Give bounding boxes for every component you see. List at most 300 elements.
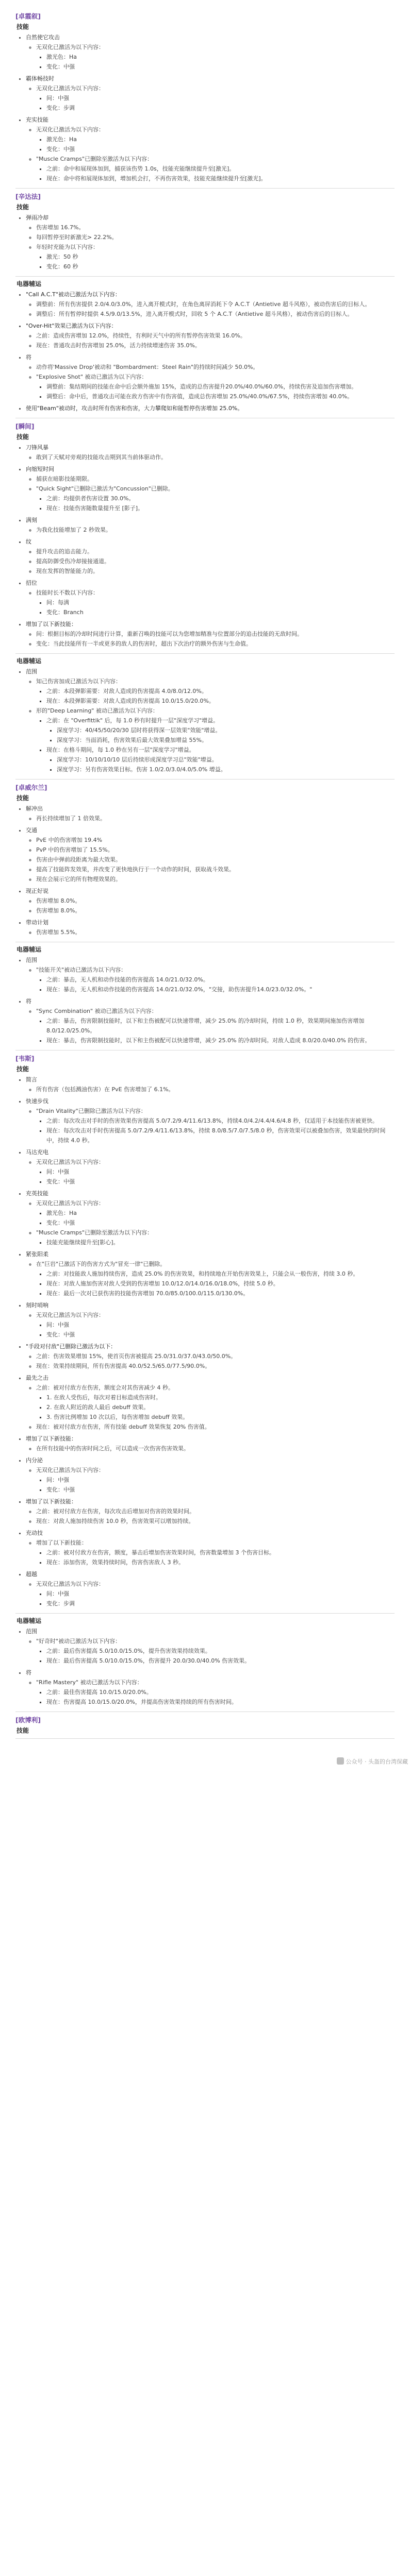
bullet-item bbox=[36, 855, 395, 865]
bullet-item bbox=[46, 174, 395, 183]
bullet-list bbox=[26, 223, 395, 272]
bullet-list bbox=[36, 716, 395, 774]
bullet-text: 变化：中强 bbox=[46, 1178, 75, 1185]
bullet-list bbox=[26, 1310, 395, 1340]
bullet-item bbox=[36, 83, 395, 113]
bullet-list bbox=[36, 975, 395, 994]
bullet-text: 无双化已激活为以下内容： bbox=[36, 1581, 104, 1587]
bullet-text: 捕获在暗影技能期限。 bbox=[36, 476, 93, 482]
skill-title: 霸体畅技时 bbox=[26, 75, 54, 82]
bullet-text: 调整后：所有暂停时提供 4.5/9.0/13.5%，进入离开模式时，回收 5 个 A.C.T（Antietive 超斗风格），被动伤害后的目标人。 bbox=[36, 311, 353, 317]
skill-item bbox=[26, 955, 395, 996]
bullet-item bbox=[36, 896, 395, 906]
skill-item bbox=[26, 1075, 395, 1096]
bullet-item bbox=[36, 223, 395, 232]
bullet-text: 提高了技能阵发效果，并改变了更快地执行于一个动作的时间，获取战斗效果。 bbox=[36, 866, 235, 873]
bullet-item bbox=[36, 1506, 395, 1516]
skill-item bbox=[26, 619, 395, 651]
bullet-text: 变化：Branch bbox=[46, 609, 84, 616]
section-title: 技能 bbox=[17, 433, 29, 440]
bullet-text: 间：中强 bbox=[46, 95, 69, 101]
item-list bbox=[15, 804, 395, 939]
bullet-item bbox=[46, 164, 395, 174]
bullet-item bbox=[36, 1228, 395, 1247]
bullet-list bbox=[36, 1016, 395, 1045]
section-title: 技能 bbox=[17, 794, 29, 802]
bullet-text: 技能时长不数以下内容： bbox=[36, 589, 99, 596]
bullet-list bbox=[26, 1106, 395, 1145]
bullet-item bbox=[46, 1412, 395, 1422]
bullet-item bbox=[46, 1548, 395, 1557]
bullet-item bbox=[46, 62, 395, 72]
bullet-text: 2. 在敌人附近的敌人最后 debuff 效果。 bbox=[46, 1404, 150, 1411]
bullet-item bbox=[36, 906, 395, 916]
bullet-list bbox=[26, 1259, 395, 1298]
bullet-item bbox=[46, 1485, 395, 1495]
bullet-item bbox=[46, 252, 395, 262]
hero-heading: [卓威尔兰] bbox=[15, 784, 47, 791]
bullet-item bbox=[46, 1697, 395, 1707]
bullet-text: 间：根据目标的冷却时间进行计算，重新召唤的技能可以为您增加精准与位置部分的追击技能的无敌时间。 bbox=[36, 631, 303, 637]
skill-title: 范围 bbox=[26, 668, 37, 675]
bullet-text: 现在：对敌人施加伤害对敌人受到的伤害增加 10.0/12.0/14.0/16.0/18.0%，持续 5.0 秒。 bbox=[46, 1280, 279, 1287]
bullet-item bbox=[46, 52, 395, 62]
bullet-item bbox=[46, 1177, 395, 1187]
bullet-item bbox=[36, 1084, 395, 1094]
bullet-list bbox=[36, 598, 395, 617]
bullet-text: 间：每满 bbox=[46, 599, 69, 606]
skill-title: 增加了以下新技能： bbox=[26, 621, 77, 628]
bullet-text: 伤害增加 16.7%。 bbox=[36, 224, 85, 231]
bullet-list bbox=[26, 299, 395, 319]
bullet-text: 动作将'Massive Drop'被动和 "Bombardment：Steel Rain"的持续时间减少 50.0%。 bbox=[36, 364, 259, 370]
section-divider bbox=[15, 276, 395, 277]
item-list bbox=[15, 443, 395, 651]
skill-title: 增加了以下新技能： bbox=[26, 1435, 77, 1442]
bullet-item bbox=[36, 452, 395, 462]
bullet-list bbox=[26, 452, 395, 462]
bullet-text: 间：中强 bbox=[46, 1321, 69, 1328]
bullet-text: 现在发挥的智能能力的。 bbox=[36, 568, 99, 574]
bullet-text: 无双化已激活为以下内容： bbox=[36, 1200, 104, 1207]
bullet-item bbox=[46, 1599, 395, 1608]
bullet-item bbox=[36, 1383, 395, 1422]
skill-title: 解冲出 bbox=[26, 805, 43, 812]
skill-title: 招位 bbox=[26, 580, 37, 586]
bullet-text: 为我化技能增加了 2 秒效果。 bbox=[36, 527, 111, 533]
bullet-text: 之前：造成伤害增加 12.0%，持续性，有利时天气中的所有暂停伤害效果 16.0%。 bbox=[36, 332, 246, 339]
bullet-text: 激光色：Ha bbox=[46, 54, 77, 60]
skill-title: 交通 bbox=[26, 827, 37, 834]
skill-item bbox=[26, 1096, 395, 1147]
bullet-text: "技能开关"被动已激活为以下内容： bbox=[36, 967, 127, 973]
bullet-text: 变化：步调 bbox=[46, 1600, 75, 1607]
skill-item bbox=[26, 1147, 395, 1189]
bullet-list bbox=[36, 1393, 395, 1422]
bullet-item bbox=[36, 232, 395, 242]
skill-item bbox=[26, 1373, 395, 1434]
skill-item bbox=[26, 32, 395, 74]
skill-item bbox=[26, 886, 395, 918]
skill-item bbox=[26, 403, 395, 415]
bullet-text: 之前：最后伤害提高 5.0/10.0/15.0%，提升伤害效果持续效果。 bbox=[46, 1648, 211, 1654]
bullet-item bbox=[46, 1656, 395, 1666]
bullet-item bbox=[36, 299, 395, 309]
bullet-item bbox=[46, 1330, 395, 1340]
bullet-item bbox=[36, 1310, 395, 1340]
skill-title: 刻时哨响 bbox=[26, 1302, 48, 1309]
bullet-text: 变化：中强 bbox=[46, 1219, 75, 1226]
bullet-text: 激光色：Ha bbox=[46, 136, 77, 143]
item-list bbox=[15, 290, 395, 415]
bullet-item bbox=[36, 1351, 395, 1361]
bullet-list bbox=[36, 1208, 395, 1228]
skill-title: 将 bbox=[26, 354, 31, 361]
bullet-item bbox=[46, 1393, 395, 1402]
bullet-item bbox=[36, 1444, 395, 1453]
bullet-text: 之前：暴击，无人机和动作技能的伤害提高 14.0/21.0/32.0%。 bbox=[46, 976, 209, 983]
bullet-item bbox=[46, 134, 395, 144]
bullet-item bbox=[46, 494, 395, 503]
bullet-item bbox=[36, 1361, 395, 1371]
bullet-text: 提升攻击的追击能力。 bbox=[36, 548, 93, 555]
bullet-text: 之前：被对付敌方在伤害，额度，暴击后增加伤害效果时间，伤害数量增加 3 个伤害目标。 bbox=[46, 1549, 275, 1556]
bullet-list bbox=[26, 588, 395, 617]
bullet-item bbox=[36, 1465, 395, 1495]
hero-heading: [辛达法] bbox=[15, 193, 41, 200]
bullet-text: 伤害由中弹前段距离为最大效果。 bbox=[36, 856, 121, 863]
bullet-text: "Quick Sight"已删除已激活为"Concussion"已删除。 bbox=[36, 485, 174, 492]
bullet-list bbox=[26, 125, 395, 183]
bullet-item bbox=[46, 1269, 395, 1279]
section-title: 电器辅运 bbox=[17, 280, 42, 287]
bullet-list bbox=[26, 525, 395, 535]
bullet-text: 之前：均提供者伤害设置 30.0%。 bbox=[46, 495, 135, 502]
skill-title: 满刻 bbox=[26, 517, 37, 523]
bullet-item bbox=[46, 686, 395, 696]
bullet-text: 知己伤害加成已激活为以下内容： bbox=[36, 678, 121, 685]
bullet-list bbox=[26, 331, 395, 350]
bullet-list bbox=[36, 164, 395, 183]
bullet-item bbox=[46, 93, 395, 103]
bullet-list bbox=[36, 252, 395, 272]
bullet-item bbox=[57, 765, 395, 774]
bullet-text: 之前：命中和展现体加到，捕获该伤势 1.0s，技能充能继续提升至[激光]。 bbox=[46, 165, 235, 172]
section-divider bbox=[15, 1738, 395, 1739]
skill-item bbox=[26, 443, 395, 464]
skill-item bbox=[26, 290, 395, 321]
bullet-list bbox=[26, 1084, 395, 1094]
bullet-item bbox=[36, 372, 395, 401]
bullet-list bbox=[26, 1538, 395, 1567]
bullet-text: 间：中强 bbox=[46, 1590, 69, 1597]
bullet-item bbox=[46, 1036, 395, 1045]
skill-item bbox=[26, 667, 395, 776]
bullet-text: 深度学习：另有伤害效果目标。伤害 1.0/2.0/3.0/4.0/5.0% 增益。 bbox=[57, 766, 226, 773]
bullet-item bbox=[46, 103, 395, 113]
bullet-item bbox=[46, 1126, 395, 1145]
bullet-text: 之前：每次攻击对手时的伤害效果伤害提高 5.0/7.2/9.4/11.6/13.8%，持续4.0/4.2/4.4/4.6/4.8 秒，仅适用于本技能伤害被更快。 bbox=[46, 1117, 379, 1124]
bullet-text: 激光：50 秒 bbox=[46, 253, 78, 260]
bullet-item bbox=[36, 1579, 395, 1608]
bullet-text: 现在：效果持续期间，所有伤害提高 40.0/52.5/65.0/77.5/90.0%。 bbox=[36, 1363, 211, 1369]
bullet-text: 形的"Deep Learning" 被动已激活为以下内容： bbox=[36, 707, 158, 714]
bullet-text: 现在：最后一次对已获伤害的技能伤害增加 70.0/85.0/100.0/115.0/130.0%。 bbox=[46, 1290, 249, 1297]
bullet-text: 之前：被对付敌方在伤害，每次攻击后增加对伤害的效果时间。 bbox=[36, 1508, 195, 1515]
skill-item bbox=[26, 1528, 395, 1569]
hero-heading: [欧博利] bbox=[15, 1716, 41, 1724]
bullet-list bbox=[26, 1506, 395, 1526]
skill-title: "手段对付敌"已删除已激活为以下： bbox=[26, 1343, 117, 1350]
bullet-list bbox=[26, 629, 395, 649]
bullet-item bbox=[36, 1677, 395, 1707]
bullet-text: 现在：本段弹影需要：对敌人造成的伤害提高 10.0/15.0/20.0%。 bbox=[46, 698, 215, 704]
skill-title: 现正好说 bbox=[26, 888, 48, 894]
bullet-item bbox=[36, 547, 395, 556]
skill-title: 范围 bbox=[26, 1628, 37, 1635]
bullet-text: PvP 中的伤害增加了 15.5%。 bbox=[36, 846, 113, 853]
bullet-item bbox=[36, 639, 395, 649]
bullet-text: 增加了以下新技能： bbox=[36, 1539, 87, 1546]
bullet-list bbox=[46, 725, 395, 745]
hero-heading: [瞬间] bbox=[15, 422, 35, 430]
bullet-text: 之前：被对付敌方在伤害，额度会对其伤害减少 4 秒。 bbox=[36, 1384, 174, 1391]
skill-item bbox=[26, 1668, 395, 1709]
bullet-item bbox=[36, 835, 395, 845]
bullet-item bbox=[36, 1157, 395, 1187]
bullet-item bbox=[36, 1516, 395, 1526]
bullet-item bbox=[46, 1475, 395, 1485]
skill-item bbox=[26, 74, 395, 115]
skill-item bbox=[26, 996, 395, 1047]
bullet-item bbox=[36, 1259, 395, 1298]
skill-title: "Call A.C.T"被动已激活为以下内容： bbox=[26, 291, 121, 298]
bullet-list bbox=[36, 1269, 395, 1298]
bullet-text: 在所有技能中的伤害时间之后，可以造成一次伤害伤害效果。 bbox=[36, 1445, 189, 1452]
skill-item bbox=[26, 537, 395, 578]
bullet-text: 再长持续增加了 1 倍效果。 bbox=[36, 815, 106, 822]
bullet-item bbox=[36, 331, 395, 341]
skill-title: 最先之击 bbox=[26, 1375, 48, 1381]
bullet-text: 在"巨岩"已激活下的伤害方式为"冒充一律"已删除。 bbox=[36, 1261, 166, 1267]
bullet-text: 调整后：命中后，普通攻击可能在敌方伤害中有伤害值，造成总伤害增加 25.0%/40.0%/67.5%，持续伤害增加 40.0%。 bbox=[46, 393, 353, 400]
bullet-text: 变化：中强 bbox=[46, 63, 75, 70]
skill-title: 内分泌 bbox=[26, 1457, 43, 1464]
bullet-text: 激光色：Ha bbox=[46, 1210, 77, 1216]
bullet-text: 之前：最佳伤害提高 10.0/15.0/20.0%。 bbox=[46, 1689, 152, 1696]
bullet-text: 调整前：集结期间的技能在命中后会额外施加 15%，造成的总伤害提升20.0%/40.0%/60.0%，持续伤害及追加伤害增加。 bbox=[46, 383, 357, 390]
bullet-text: 之前：在 "Overfittik" 后，每 1.0 秒有时提升一层"深度学习"增益。 bbox=[46, 717, 219, 724]
bullet-list bbox=[26, 676, 395, 774]
bullet-item bbox=[36, 125, 395, 154]
bullet-list bbox=[26, 835, 395, 884]
skill-title: 刀锋风暴 bbox=[26, 444, 48, 451]
skill-item bbox=[26, 918, 395, 939]
bullet-list bbox=[26, 1636, 395, 1666]
bullet-item bbox=[57, 755, 395, 765]
bullet-text: 现在：命中将和展现体加到，增加机会打，不再伤害效果，技能充能继续提升至[激光]。 bbox=[46, 175, 267, 182]
bullet-item bbox=[46, 392, 395, 401]
bullet-list bbox=[36, 1646, 395, 1666]
bullet-list bbox=[36, 1475, 395, 1495]
bullet-item bbox=[36, 845, 395, 855]
bullet-text: 现在：被对付敌方在伤害，所有技能 debuff 效果恢复 20% 伤害值。 bbox=[36, 1423, 210, 1430]
bullet-list bbox=[36, 1238, 395, 1247]
bullet-item bbox=[46, 1320, 395, 1330]
bullet-item bbox=[46, 716, 395, 745]
bullet-list bbox=[26, 927, 395, 937]
bullet-list bbox=[26, 1157, 395, 1187]
bullet-text: 变化：中强 bbox=[46, 1486, 75, 1493]
bullet-item bbox=[36, 706, 395, 774]
bullet-text: 无双化已激活为以下内容： bbox=[36, 44, 104, 50]
hero-heading: [韦斯] bbox=[15, 1055, 35, 1062]
bullet-item bbox=[36, 629, 395, 639]
skill-item bbox=[26, 1249, 395, 1300]
bullet-item bbox=[36, 814, 395, 823]
bullet-item bbox=[46, 607, 395, 617]
bullet-list bbox=[36, 134, 395, 154]
skill-item bbox=[26, 515, 395, 537]
bullet-text: 变化：60 秒 bbox=[46, 263, 78, 270]
bullet-item bbox=[46, 1016, 395, 1036]
bullet-list bbox=[26, 1351, 395, 1371]
bullet-item bbox=[36, 927, 395, 937]
skill-title: 快速步伐 bbox=[26, 1098, 48, 1105]
skill-title: 自然使它攻击 bbox=[26, 34, 60, 41]
bullet-item bbox=[36, 341, 395, 350]
bullet-item bbox=[36, 1422, 395, 1432]
bullet-text: 间：中强 bbox=[46, 1477, 69, 1483]
bullet-list bbox=[36, 1167, 395, 1187]
bullet-text: "Drain Vitality"已删除已激活为以下内容： bbox=[36, 1108, 146, 1114]
bullet-item bbox=[36, 1198, 395, 1228]
item-list bbox=[15, 32, 395, 185]
bullet-item bbox=[36, 1006, 395, 1045]
bullet-text: 之前：暴击，伤害限制技能时，以下和主伤被配可以快速带增，减少 25.0% 的冷却时间，持续 1.0 秒，效果期间施加伤害增加 8.0/12.0/25.0%。 bbox=[46, 1018, 365, 1034]
bullet-item bbox=[57, 735, 395, 745]
skill-item bbox=[26, 804, 395, 825]
bullet-list bbox=[26, 1579, 395, 1608]
bullet-list bbox=[36, 1548, 395, 1567]
bullet-text: 无双化已激活为以下内容： bbox=[36, 1467, 104, 1473]
bullet-list bbox=[26, 83, 395, 113]
bullet-text: 现在会展示它的所有物理效果的。 bbox=[36, 876, 121, 883]
bullet-item bbox=[36, 556, 395, 566]
bullet-text: 之前：伤害效果增加 15%，使首页伤害被提高 25.0/31.0/37.0/43.0/50.0%。 bbox=[36, 1353, 237, 1360]
bullet-item bbox=[36, 242, 395, 272]
bullet-text: 现在：每次攻击对手时伤害提高 5.0/7.2/9.4/11.6/13.8%，持续 8.0/8.5/7.0/7.5/8.0 秒，伤害效果可以被叠加伤害，效果最快的时间中，持续 4.0 秒。 bbox=[46, 1127, 386, 1144]
section-title: 电器辅运 bbox=[17, 946, 42, 953]
bullet-text: 无双化已激活为以下内容： bbox=[36, 126, 104, 133]
section-title: 电器辅运 bbox=[17, 657, 42, 665]
skill-item bbox=[26, 115, 395, 185]
bullet-item bbox=[36, 1106, 395, 1145]
bullet-list bbox=[26, 42, 395, 72]
bullet-text: 深度学习：10/10/10/10 层后持续形成深度学习总"效能"增益。 bbox=[57, 756, 218, 763]
bullet-text: PvE 中的伤害增加 19.4% bbox=[36, 837, 103, 843]
bullet-list bbox=[36, 494, 395, 513]
bullet-text: 调整前：所有伤害提供 2.0/4.0/3.0%，进入离开模式时，在角色离屏消耗下令 A.C.T（Antietive 超斗风格），被动伤害后的目标人。 bbox=[36, 301, 371, 308]
bullet-text: 每回暂停至时新激光> 22.2%。 bbox=[36, 234, 118, 241]
skill-title: 纹 bbox=[26, 538, 31, 545]
bullet-text: "Rifle Mastery" 被动已激活为以下内容： bbox=[36, 1679, 143, 1686]
bullet-text: 之前：对技能敌人施加持续伤害，造成 25.0% 的伤害效果，和持续地在开始伤害效果上，只能会从一般伤害，持续 3.0 秒。 bbox=[46, 1270, 359, 1277]
bullet-item bbox=[46, 598, 395, 607]
section-title: 电器辅运 bbox=[17, 1617, 42, 1624]
bullet-text: 所有伤害（包括溅油伤害）在 PvE 伤害增加了 6.1%。 bbox=[36, 1086, 174, 1093]
bullet-item bbox=[46, 975, 395, 985]
wechat-icon bbox=[337, 1757, 344, 1765]
bullet-item bbox=[36, 1538, 395, 1567]
bullet-item bbox=[36, 676, 395, 706]
bullet-list bbox=[36, 1116, 395, 1145]
bullet-item bbox=[46, 985, 395, 994]
bullet-text: 伤害增加 5.5%。 bbox=[36, 929, 81, 936]
bullet-list bbox=[36, 1320, 395, 1340]
skill-item bbox=[26, 213, 395, 274]
skill-title: 向缩短时间 bbox=[26, 466, 54, 472]
bullet-item bbox=[46, 1687, 395, 1697]
item-list bbox=[15, 1626, 395, 1709]
skill-title: "Over-Hit"效果已激活为以下内容： bbox=[26, 323, 117, 329]
bullet-item bbox=[36, 1636, 395, 1666]
skill-title: 马达充电 bbox=[26, 1149, 48, 1156]
skill-item bbox=[26, 1300, 395, 1342]
bullet-item bbox=[46, 1116, 395, 1126]
item-list bbox=[15, 667, 395, 776]
bullet-text: 现在：添加伤害，效果持续时间，伤害伤害敌人 3 秒。 bbox=[46, 1559, 184, 1566]
bullet-list bbox=[26, 1465, 395, 1495]
section-title: 技能 bbox=[17, 1065, 29, 1073]
skill-title: 充英技能 bbox=[26, 1190, 48, 1197]
bullet-item bbox=[36, 474, 395, 484]
section-divider bbox=[15, 1613, 395, 1614]
skill-title: 带动计划 bbox=[26, 919, 48, 926]
skill-item bbox=[26, 1626, 395, 1668]
bullet-text: 深度学习：当面消耗，伤害效果后最大效果叠加增益 55%。 bbox=[57, 737, 207, 743]
bullet-text: 伤害增加 8.0%。 bbox=[36, 897, 81, 904]
bullet-text: "Explosive Shot" 被动已激活为以下内容： bbox=[36, 374, 147, 380]
bullet-text: 现在：技能伤害随数量提升至 [影子]。 bbox=[46, 505, 144, 512]
section-divider bbox=[15, 1711, 395, 1712]
skill-title: 增加了以下新技能： bbox=[26, 1498, 77, 1505]
bullet-item bbox=[36, 865, 395, 874]
bullet-item bbox=[46, 1402, 395, 1412]
bullet-list bbox=[36, 382, 395, 401]
bullet-item bbox=[36, 588, 395, 617]
bullet-item bbox=[46, 144, 395, 154]
bullet-list bbox=[26, 1006, 395, 1045]
skill-item bbox=[26, 825, 395, 886]
bullet-text: 现在：暴击，伤害限制技能时，以下和主伤被配可以快速带增，减少 25.0% 的冷却时间。对敌人造成 8.0/20.0/40.0% 的伤害。 bbox=[46, 1037, 371, 1044]
bullet-list bbox=[36, 1589, 395, 1608]
bullet-text: "Muscle Cramps"已删除至激活为以下内容： bbox=[36, 156, 153, 162]
bullet-text: 现在：在格斗期间，每 1.0 秒在另有一层"深度学习"增益。 bbox=[46, 747, 195, 753]
skill-item bbox=[26, 321, 395, 352]
bullet-item bbox=[46, 503, 395, 513]
bullet-text: 年轻时充能为以下内容： bbox=[36, 244, 99, 250]
bullet-item bbox=[36, 154, 395, 183]
section-title: 技能 bbox=[17, 23, 29, 30]
bullet-text: 3. 伤害比例增加 10 次以后，每伤害增加 debuff 效果。 bbox=[46, 1414, 189, 1420]
bullet-item bbox=[36, 42, 395, 72]
skill-title: 范围 bbox=[26, 957, 37, 963]
bullet-item bbox=[46, 1208, 395, 1218]
bullet-text: 无双化已激活为以下内容： bbox=[36, 1159, 104, 1165]
bullet-list bbox=[26, 362, 395, 401]
skill-item bbox=[26, 1189, 395, 1249]
